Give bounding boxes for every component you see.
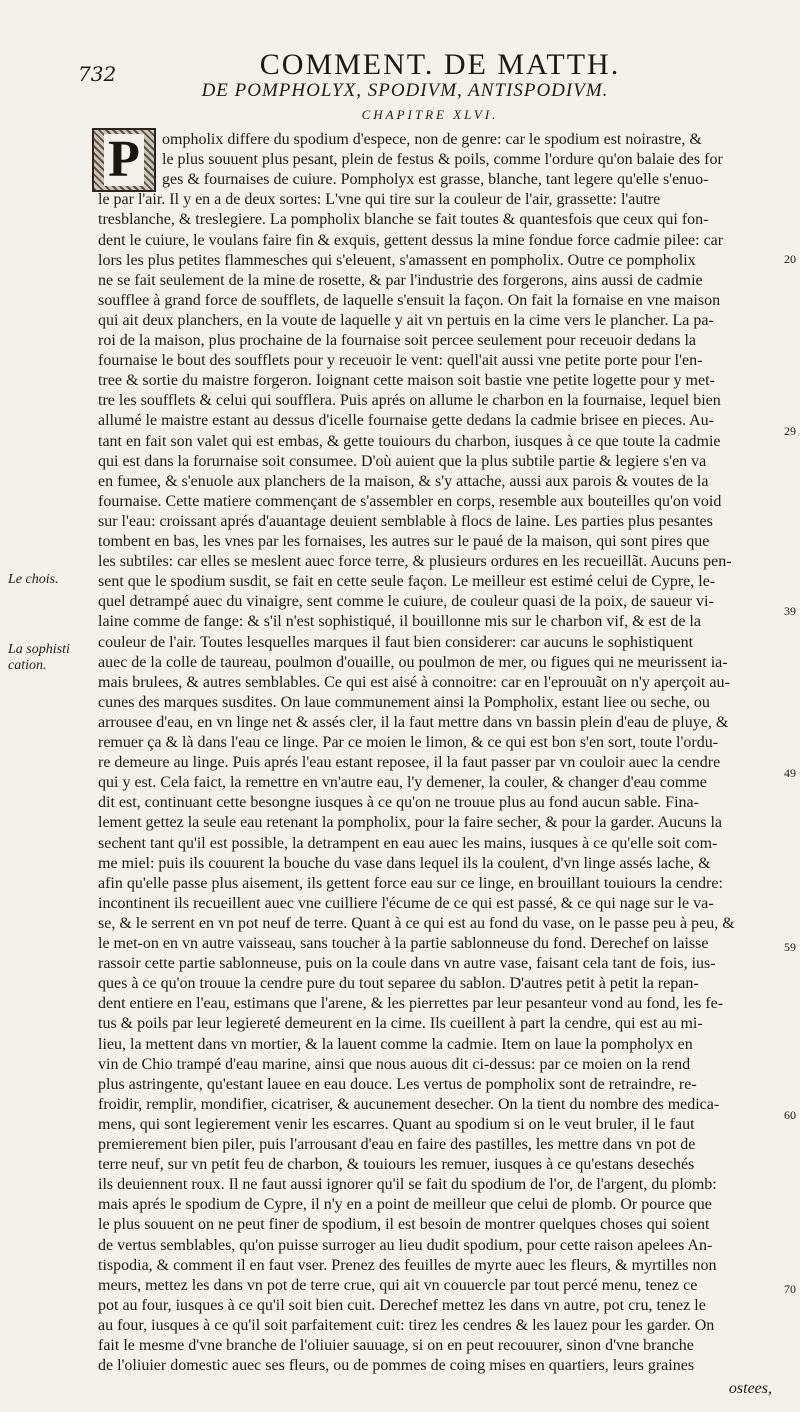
text-line: le plus souuent plus pesant, plein de festus & poils, comme l'ordure qu'on balaie des for	[162, 151, 723, 169]
line-number: 29	[784, 424, 796, 438]
text-line: re demeure au linge. Puis aprés l'eau estant reposee, il la faut passer par vn couloir auec la cendre	[98, 754, 721, 772]
text-line: tispodia, & comment il en faut vser. Prenez des feuilles de myrte auec les fleurs, & myrtilles non	[98, 1256, 717, 1274]
text-line: fait le mesme d'vne branche de l'oliuier sauuage, si on en peut recouurer, sinon d'vne branche	[98, 1337, 694, 1354]
text-line: couleur de l'air. Toutes lesquelles marques il faut bien considerer: car aucuns le sophistiquent	[98, 633, 694, 651]
text-line: cunes des marques susdites. On laue communement ainsi la Pompholix, estant liee ou seche, ou	[98, 693, 710, 711]
text-line: lement gettez la seule eau retenant la pompholix, pour la faire secher, & pour la garder. Aucuns la	[98, 814, 723, 832]
text-line: quel detrampé auec du vinaigre, sent comme le cuiure, de couleur quasi de la poix, de saueur vi-	[98, 593, 714, 611]
text-line: incontinent ils recueillent auec vne cuilliere l'écume de ce qui est passé, & ce qui nage sur le va-	[98, 894, 714, 912]
text-line: qui ait deux planchers, en la voute de laquelle y ait vn pertuis en la cime vers le plancher. La pa-	[98, 311, 714, 329]
text-line: laine comme de fange: & s'il n'est sophistiqué, il bouillonne mis sur le charbon vif, & est de la	[98, 613, 701, 631]
text-line: tombent en bas, les vnes par les fornaises, les autres sur le paué de la maison, qui sont pires que	[98, 533, 710, 550]
text-line: me miel: puis ils couurent la bouche du vase dans lequel ils la coulent, d'vn linge assés lache, &	[98, 854, 711, 872]
text-line: terre neuf, sur vn petit feu de charbon, & touiours les remuer, iusques à ce qu'estans desechés	[98, 1156, 695, 1174]
text-line: le par l'air. Il y en a de deux sortes: L'vne qui tire sur la couleur de l'air, grassette: l'autre	[98, 191, 661, 209]
text-line: fournaise. Cette matiere commençant de s'assembler en corps, resemble aux bouteilles qu'on void	[98, 492, 722, 510]
line-number: 60	[784, 1108, 796, 1122]
text-line: tresblanche, & treslegiere. La pompholix blanche se fait toutes & quantesfois que ceux qui fon-	[98, 211, 709, 229]
line-number: 39	[784, 604, 796, 618]
text-line: tus & poils par leur legiereté demeurent en la cime. Ils cueillent à part la cendre, qui est au mi-	[98, 1015, 703, 1033]
section-title: DE POMPHOLYX, SPODIVM, ANTISPODIVM.	[201, 80, 609, 101]
text-line: de vertus semblables, qu'on puisse surroger au lieu dudit spodium, pour cette raison apelees An-	[98, 1236, 713, 1254]
text-line: afin qu'elle passe plus aisement, ils gettent force eau sur ce linge, en brouillant touiours la cendre:	[98, 874, 723, 892]
text-line: rassoir cette partie sablonneuse, puis on la coule dans vn autre vase, faisant cela tant de fois, ius-	[98, 955, 716, 973]
text-line: mens, qui sont legierement venir les escarres. Quant au spodium si on le veut bruler, il le faut	[98, 1115, 695, 1133]
text-line: sechent tant qu'il est possible, la detrampent en eau auec les mains, iusques à ce qu'elle soit com-	[98, 834, 718, 852]
text-line: qui y est. Cela faict, la remettre en vn'autre eau, l'y demener, la couler, & changer d'eau comme	[98, 774, 707, 792]
text-line: vin de Chio trampé d'eau marine, ainsi que nous auous dit ci-dessus: par ce moien on la rend	[98, 1055, 691, 1073]
text-line: tree & sortie du maistre forgeron. Ioignant cette maison soit bastie vne petite logette pour y met-	[98, 372, 715, 390]
text-line: en fumee, & s'enuole aux planchers de la maison, & s'y attache, aussi aux parois & voutes de la	[98, 472, 709, 490]
text-line: ils deuiennent roux. Il ne faut aussi ignorer qu'il se fait du spodium de l'or, de l'argent, du plomb:	[98, 1176, 717, 1194]
text-line: tant en fait son valet qui est embas, & gette touiours du charbon, iusques à ce que toute la cadmie	[98, 432, 721, 450]
text-line: sent que le spodium susdit, se fait en cette seule façon. Le meilleur est estimé celui de Cypre, le-	[98, 573, 716, 591]
text-line: qui est dans la forurnaise soit consumee. D'où auient que la plus subtile partie & legiere s'en va	[98, 452, 707, 470]
text-line: dent entiere en l'eau, estimans que l'arene, & les pierrettes par leur pesanteur vond au fond, les fe-	[98, 995, 724, 1013]
text-line: remuer ça & là dans l'eau ce linge. Par ce moien le limon, & ce qui est bon s'en sort, toute l'ordu-	[98, 734, 719, 751]
text-line: plus astringente, qu'estant lauee en eau douce. Les vertus de pompholix sont de retraindre, re-	[98, 1075, 697, 1093]
text-line: arrousee d'eau, en vn linge net & assés cler, il la faut mettre dans vn bassin plein d'eau de pluye, &	[98, 713, 729, 731]
margin-note-chois: Le chois.	[8, 572, 59, 587]
text-line: auec de la colle de taureau, poulmon d'ouaille, ou poulmon de mer, ou figues qui ne meurissent ia-	[98, 653, 728, 671]
text-line: sur l'eau: croissant aprés d'auantage deuient semblable à flocs de laine. Les parties plus pesantes	[98, 512, 713, 530]
catchword: ostees,	[728, 1380, 772, 1397]
text-line: le plus souuent on ne peut finer de spodium, il est besoin de montrer quelques choses qui soient	[98, 1216, 710, 1234]
text-line: meurs, mettez les dans vn pot de terre crue, qui ait vn couuercle par tout percé menu, tenez ce	[98, 1276, 698, 1294]
page-number: 732	[78, 62, 117, 86]
text-line: roi de la maison, plus prochaine de la fournaise soit percee seulement pour receuoir dedans la	[98, 332, 696, 349]
text-line: ges & fournaises de cuiure. Pompholyx est grasse, blanche, tant legere qu'elle s'enuo-	[162, 171, 709, 189]
chapter-heading: CHAPITRE XLVI.	[361, 107, 499, 122]
text-line: lieu, la mettent dans vn mortier, & la lauent comme la cadmie. Item on laue la pompholyx en	[98, 1035, 693, 1053]
text-line: le met-on en vn autre vaisseau, sans toucher à la partie sablonneuse du fond. Derechef on laisse	[98, 935, 709, 952]
text-line: de l'oliuier domestic auec ses fleurs, ou de pommes de coing mises en quartiers, leurs graines	[98, 1357, 695, 1375]
text-line: au four, iusques à ce qu'il soit parfaitement cuit: tirez les cendres & les lauez pour les garder. On	[98, 1316, 715, 1334]
text-line: ques à ce qu'on trouue la cendre pure du tout separee du sablon. D'autres petit à petit la repan-	[98, 975, 699, 993]
text-line: dit est, continuant cette besongne iusques à ce qu'on ne trouue plus au fond aucun sable. Fina-	[98, 794, 699, 812]
text-line: mais brulees, & autres semblables. Ce qui est aisé à connoitre: car en l'eprouuãt on n'y aperçoit au-	[98, 673, 730, 691]
text-line: ne se fait seulement de la mine de rosette, & par l'industrie des forgerons, ains aussi de cadmie	[98, 271, 703, 289]
line-number: 20	[784, 252, 796, 266]
text-line: soufflee à grand force de soufflets, de laquelle s'ensuit la façon. On fait la fornaise en vne maison	[98, 291, 721, 309]
text-line: mais aprés le spodium de Cypre, il n'y en a point de meilleur que celui de plomb. Or pource que	[98, 1196, 712, 1214]
text-line: tre les soufflets & celui qui soufflera. Puis aprés on allume le charbon en la fournaise, lequel bien	[98, 392, 721, 410]
text-line: dent le cuiure, le voulans faire fin & exquis, gettent dessus la mine fondue force cadmie pilee: car	[98, 231, 724, 249]
text-line: froidir, remplir, mondifier, cicatriser, & aucunement desecher. On la tient du nombre des medica-	[98, 1095, 720, 1113]
text-line: fournaise le bout des soufflets pour y receuoir le vent: quell'ait aussi vne petite porte pour l'en-	[98, 352, 703, 370]
line-number: 49	[784, 766, 796, 780]
text-line: ompholix differe du spodium d'espece, non de genre: car le spodium est noirastre, &	[162, 131, 702, 148]
drop-cap	[92, 128, 156, 192]
drop-cap-letter: P	[104, 134, 144, 186]
text-line: pot au four, iusques à ce qu'il soit bien cuit. Derechef mettez les dans vn autre, pot cru, tenez le	[98, 1296, 706, 1314]
line-number: 70	[784, 1282, 796, 1296]
line-number: 59	[784, 940, 796, 954]
running-head: COMMENT. DE MATTH.	[259, 48, 621, 81]
margin-note-sophistication: La sophisti cation.	[8, 642, 70, 673]
text-line: lors les plus petites flammesches qui s'eleuent, s'amassent en pompholix. Outre ce pompholix	[98, 251, 696, 269]
text-line: se, & le serrent en vn pot neuf de terre. Quant à ce qui est au fond du vase, on le passe peu à peu, &	[98, 914, 735, 932]
text-line: premierement bien piler, puis l'arrousant d'eau en faire des pastilles, les mettre dans vn pot de	[98, 1136, 696, 1153]
text-line: allumé le maistre estant au dessus d'icelle fournaise gette dedans la cadmie brisee en pieces. Au-	[98, 412, 714, 430]
text-line: les subtiles: car elles se meslent auec force terre, & plusieurs ordures en les recueillãt. Aucuns pen-	[98, 553, 732, 571]
